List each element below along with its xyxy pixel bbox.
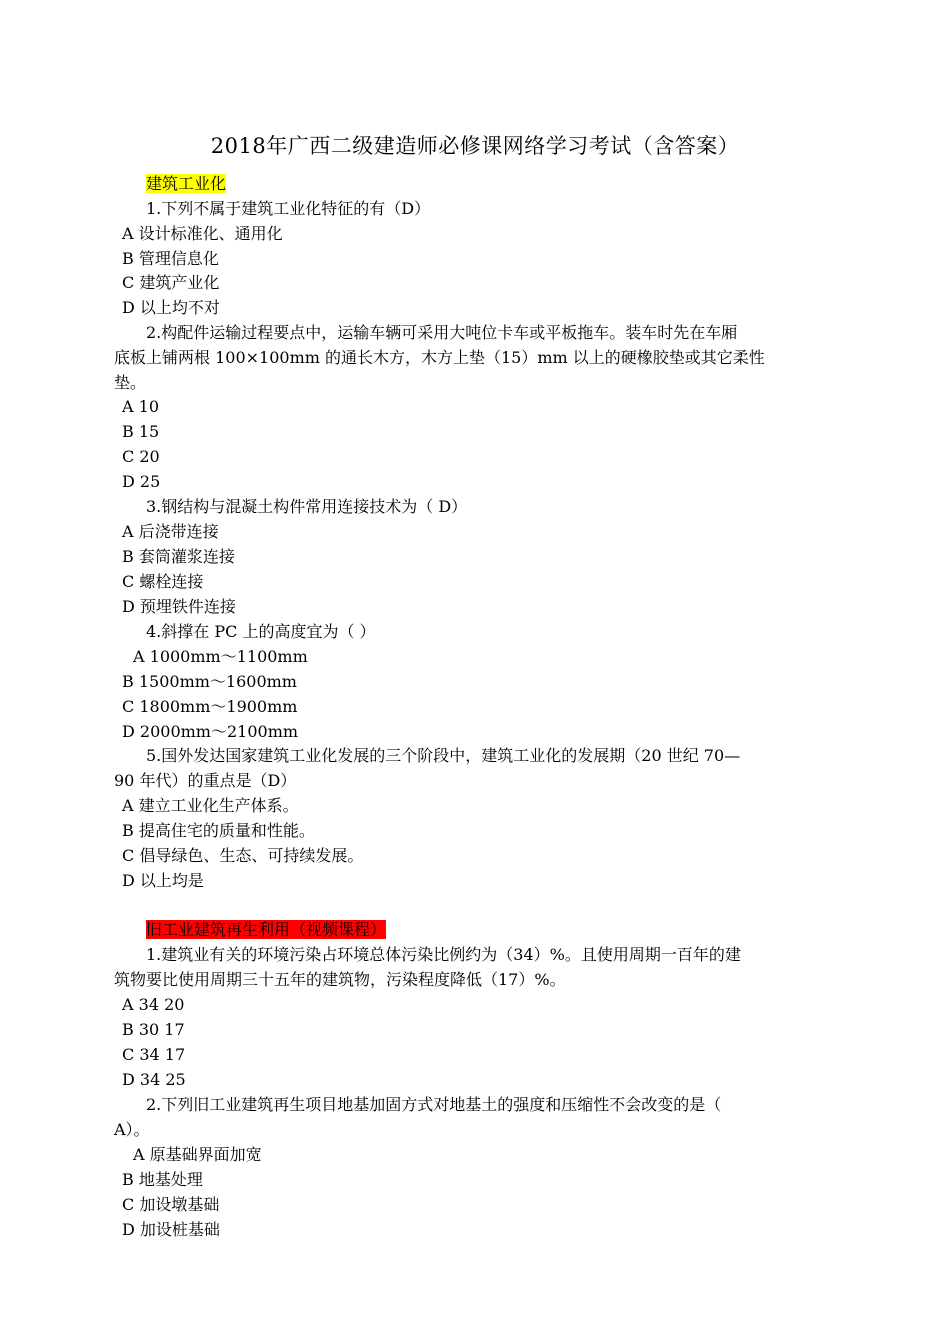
option-c: C 建筑产业化 (122, 273, 220, 292)
question-text: 3.钢结构与混凝土构件常用连接技术为（ D） (146, 497, 468, 516)
option-d: D 以上均不对 (122, 298, 220, 317)
option-b: B 15 (122, 422, 160, 441)
question-text-cont: A）。 (114, 1120, 150, 1139)
question-text: 2.下列旧工业建筑再生项目地基加固方式对地基土的强度和压缩性不会改变的是（ (146, 1095, 722, 1114)
option-b: B 30 17 (122, 1020, 185, 1039)
question-text: 1.下列不属于建筑工业化特征的有（D） (146, 199, 431, 218)
option-c: C 20 (122, 447, 160, 466)
question-text-cont: 底板上铺两根 100×100mm 的通长木方，木方上垫（15）mm 以上的硬橡胶垫或其它柔性 (114, 348, 765, 367)
option-b: B 套筒灌浆连接 (122, 547, 235, 566)
option-a: A 1000mm～1100mm (133, 647, 308, 666)
option-d: D 加设桩基础 (122, 1220, 220, 1239)
option-b: B 地基处理 (122, 1170, 203, 1189)
option-c: C 倡导绿色、生态、可持续发展。 (122, 846, 364, 865)
option-d: D 预埋铁件连接 (122, 597, 236, 616)
option-a: A 34 20 (122, 995, 185, 1014)
question-text-cont: 垫。 (114, 373, 147, 392)
option-a: A 原基础界面加宽 (133, 1145, 262, 1164)
option-b: B 提高住宅的质量和性能。 (122, 821, 315, 840)
option-c: C 1800mm～1900mm (122, 697, 298, 716)
question-text: 4.斜撑在 PC 上的高度宜为（ ） (146, 622, 376, 641)
option-b: B 管理信息化 (122, 249, 219, 268)
option-a: A 设计标准化、通用化 (122, 224, 283, 243)
question-text-cont: 90 年代）的重点是（D） (114, 771, 297, 790)
question-text: 1.建筑业有关的环境污染占环境总体污染比例约为（34）%。且使用周期一百年的建 (146, 945, 741, 964)
question-text: 2.构配件运输过程要点中，运输车辆可采用大吨位卡车或平板拖车。装车时先在车厢 (146, 323, 738, 342)
option-a: A 后浇带连接 (122, 522, 219, 541)
option-c: C 螺栓连接 (122, 572, 204, 591)
option-c: C 加设墩基础 (122, 1195, 220, 1214)
option-d: D 34 25 (122, 1070, 186, 1089)
option-d: D 2000mm～2100mm (122, 722, 299, 741)
document-title: 2018年广西二级建造师必修课网络学习考试（含答案） (210, 134, 740, 158)
option-d: D 以上均是 (122, 871, 204, 890)
question-text-cont: 筑物要比使用周期三十五年的建筑物，污染程度降低（17）%。 (114, 970, 566, 989)
option-a: A 10 (122, 397, 159, 416)
option-d: D 25 (122, 472, 161, 491)
option-a: A 建立工业化生产体系。 (122, 796, 299, 815)
option-c: C 34 17 (122, 1045, 186, 1064)
question-text: 5.国外发达国家建筑工业化发展的三个阶段中，建筑工业化的发展期（20 世纪 70— (146, 746, 741, 765)
section-heading: 旧工业建筑再生利用（视频课程） (146, 920, 387, 939)
option-b: B 1500mm～1600mm (122, 672, 297, 691)
section-heading: 建筑工业化 (146, 174, 227, 193)
